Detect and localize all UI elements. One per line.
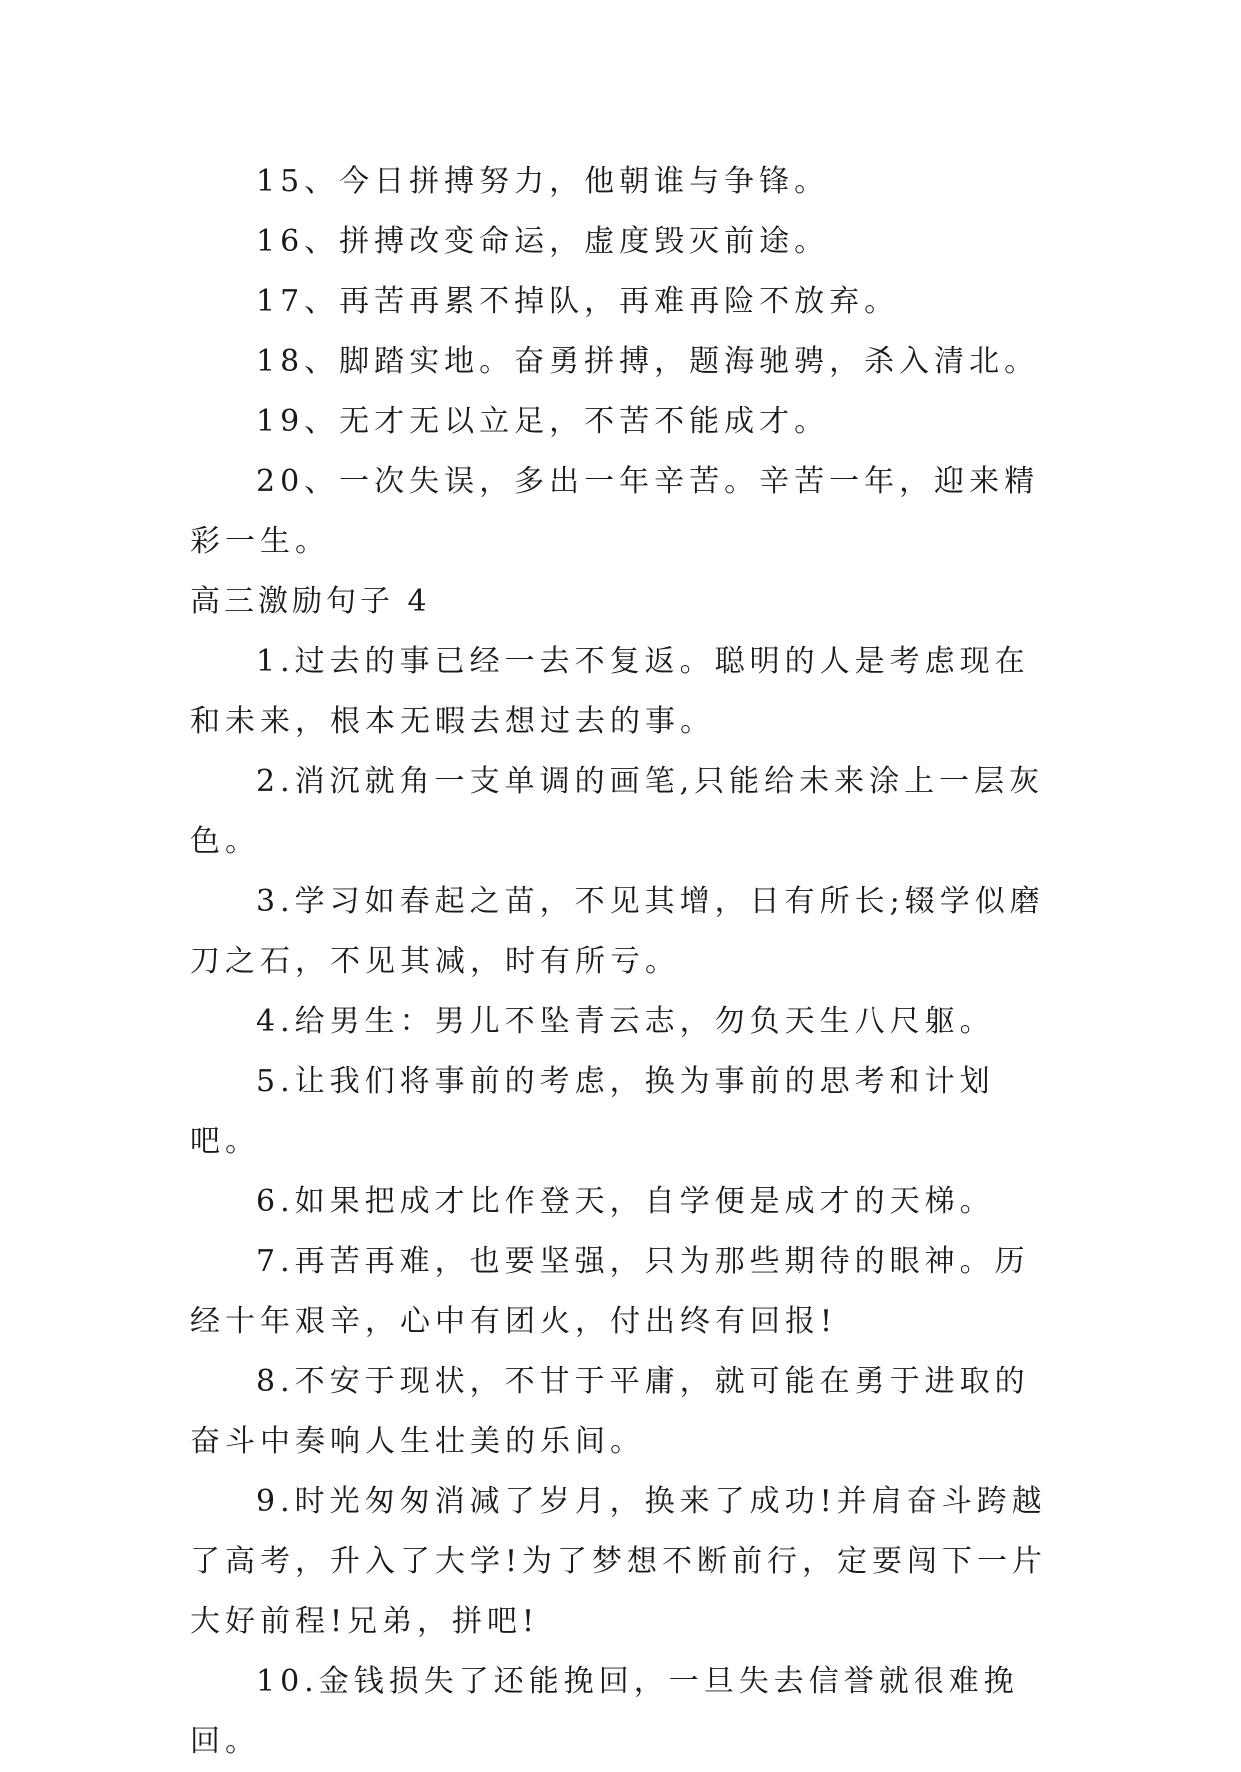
list-item: 1.过去的事已经一去不复返。聪明的人是考虑现在和未来，根本无暇去想过去的事。 <box>190 644 1030 739</box>
list-item: 9.时光匆匆消减了岁月，换来了成功!并肩奋斗跨越了高考，升入了大学!为了梦想不断前行，定要闯下一片大好前程!兄弟，拼吧! <box>190 1484 1048 1639</box>
list-item: 4.给男生：男儿不坠青云志，勿负天生八尺躯。 <box>256 1004 995 1039</box>
list-item: 16、拼搏改变命运，虚度毁灭前途。 <box>256 224 830 259</box>
list-item: 17、再苦再累不掉队，再难再险不放弃。 <box>256 284 900 319</box>
list-item: 7.再苦再难，也要坚强，只为那些期待的眼神。历经十年艰辛，心中有团火，付出终有回报! <box>190 1244 1030 1339</box>
list-item: 15、今日拼搏努力，他朝谁与争锋。 <box>256 164 830 199</box>
list-item: 3.学习如春起之苗，不见其增，日有所长;辍学似磨刀之石，不见其减，时有所亏。 <box>190 884 1045 979</box>
section-heading: 高三激励句子 4 <box>190 584 431 619</box>
list-item: 10.金钱损失了还能挽回，一旦失去信誉就很难挽回。 <box>190 1664 1019 1759</box>
list-item: 20、一次失误，多出一年辛苦。辛苦一年，迎来精彩一生。 <box>190 464 1040 559</box>
list-item: 8.不安于现状，不甘于平庸，就可能在勇于进取的奋斗中奏响人生壮美的乐间。 <box>190 1364 1030 1459</box>
document-body <box>190 152 1055 1772</box>
list-item: 19、无才无以立足，不苦不能成才。 <box>256 404 830 439</box>
list-item: 5.让我们将事前的考虑，换为事前的思考和计划吧。 <box>190 1064 995 1159</box>
list-item: 18、脚踏实地。奋勇拼搏，题海驰骋，杀入清北。 <box>256 344 1040 379</box>
list-item: 6.如果把成才比作登天，自学便是成才的天梯。 <box>256 1184 995 1219</box>
list-item: 2.消沉就角一支单调的画笔,只能给未来涂上一层灰色。 <box>190 764 1045 859</box>
